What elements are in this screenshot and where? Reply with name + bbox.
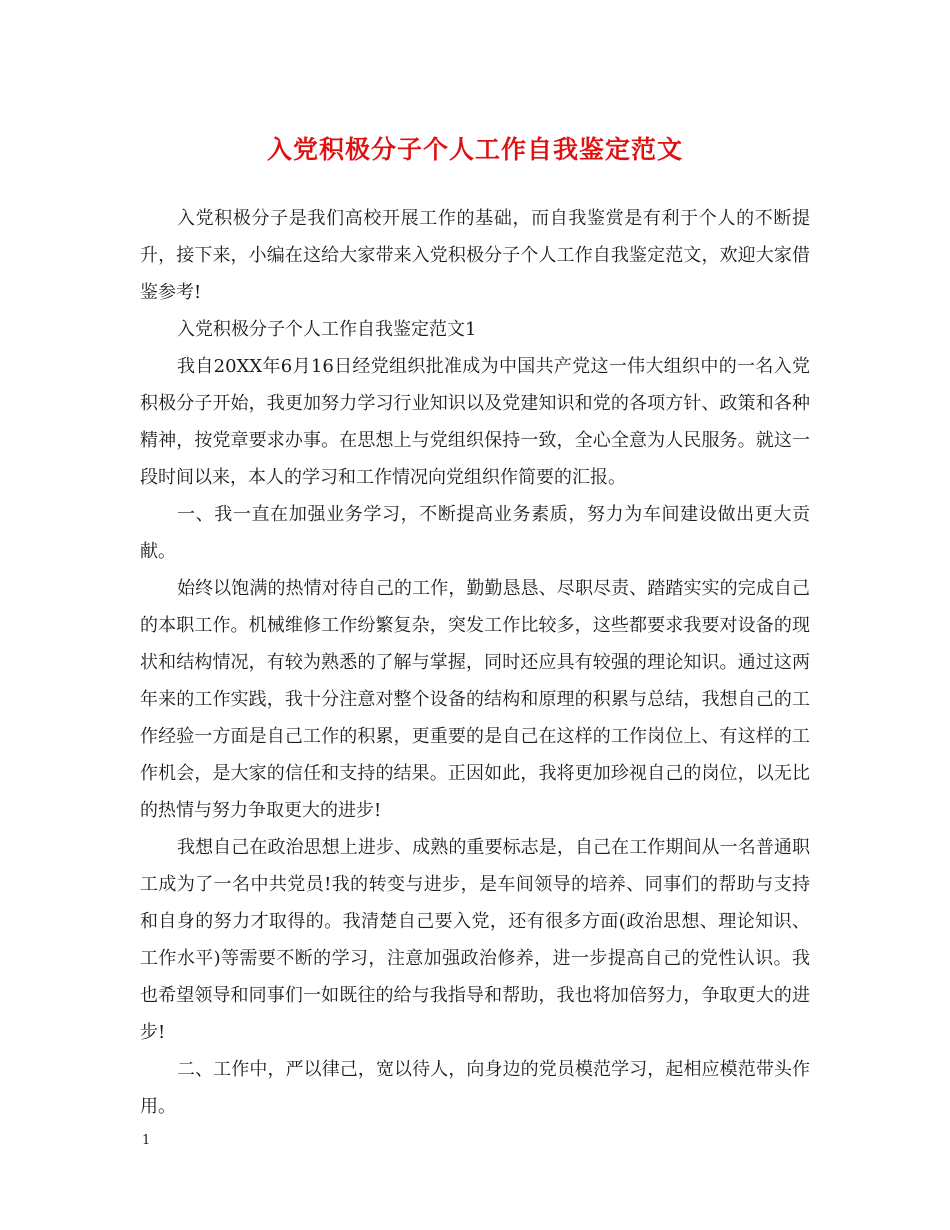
point-one-paragraph: 一、我一直在加强业务学习，不断提高业务素质，努力为车间建设做出更大贡献。 [140, 504, 810, 562]
intro-paragraph: 入党积极分子是我们高校开展工作的基础，而自我鉴赏是有利于个人的不断提升，接下来，小编在这给大家带来入党积极分子个人工作自我鉴定范文，欢迎大家借鉴参考! [140, 208, 810, 303]
body-paragraph: 我自20XX年6月16日经党组织批准成为中国共产党这一伟大组织中的一名入党积极分子开始，我更加努力学习行业知识以及党建知识和党的各项方针、政策和各种精神，按党章要求办事。在思想上与党组织保持一致，全心全意为人民服务。就这一段时间以来，本人的学习和工作情况向党组织作简要的汇报。 [140, 356, 810, 488]
body-paragraph: 始终以饱满的热情对待自己的工作，勤勤恳恳、尽职尽责、踏踏实实的完成自己的本职工作。机械维修工作纷繁复杂，突发工作比较多，这些都要求我要对设备的现状和结构情况，有较为熟悉的了解与掌握，同时还应具有较强的理论知识。通过这两年来的工作实践，我十分注意对整个设备的结构和原理的积累与总结，我想自己的工作经验一方面是自己工作的积累，更重要的是自己在这样的工作岗位上、有这样的工作机会，是大家的信任和支持的结果。正因如此，我将更加珍视自己的岗位，以无比的热情与努力争取更大的进步! [140, 578, 810, 821]
body-paragraph: 我想自己在政治思想上进步、成熟的重要标志是，自己在工作期间从一名普通职工成为了一名中共党员!我的转变与进步，是车间领导的培养、同事们的帮助与支持和自身的努力才取得的。我清楚自己要入党，还有很多方面(政治思想、理论知识、工作水平)等需要不断的学习，注意加强政治修养，进一步提高自己的党性认识。我也希望领导和同事们一如既往的给与我指导和帮助，我也将加倍努力，争取更大的进步! [140, 837, 810, 1043]
point-two-paragraph: 二、工作中，严以律己，宽以待人，向身边的党员模范学习，起相应模范带头作用。 [140, 1059, 810, 1117]
section-heading: 入党积极分子个人工作自我鉴定范文1 [177, 319, 477, 340]
document-body [140, 200, 810, 1125]
page-number: 1 [142, 1133, 151, 1148]
document-title: 入党积极分子个人工作自我鉴定范文 [266, 135, 683, 164]
